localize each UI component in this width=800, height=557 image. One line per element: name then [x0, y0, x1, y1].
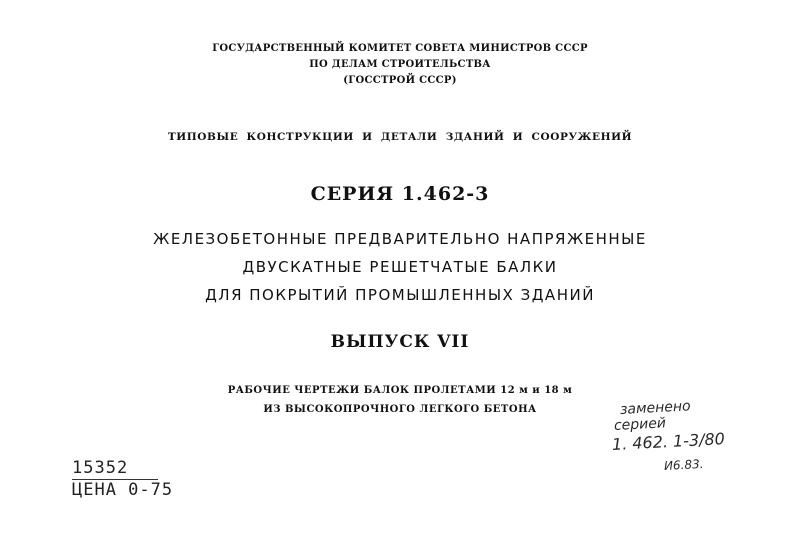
subtitle-line-2: ИЗ ВЫСОКОПРОЧНОГО ЛЕГКОГО БЕТОНА: [263, 404, 537, 415]
title-line-1: ЖЕЛЕЗОБЕТОННЫЕ ПРЕДВАРИТЕЛЬНО НАПРЯЖЕННЫЕ: [153, 230, 647, 248]
title-line-3: ДЛЯ ПОКРЫТИЙ ПРОМЫШЛЕННЫХ ЗДАНИЙ: [205, 286, 595, 304]
title-line-2: ДВУСКАТНЫЕ РЕШЕТЧАТЫЕ БАЛКИ: [242, 258, 558, 276]
handwritten-note-line-2: серией: [613, 415, 667, 434]
agency-line-3: (ГОССТРОЙ СССР): [343, 75, 457, 86]
subtitle-line-1: РАБОЧИЕ ЧЕРТЕЖИ БАЛОК ПРОЛЕТАМИ 12 м и 18 м: [227, 385, 573, 396]
stamp-price: ЦЕНА 0-75: [72, 480, 174, 500]
series-code: СЕРИЯ 1.462-3: [310, 183, 490, 205]
handwritten-note-line-4: И6.83.: [663, 456, 704, 473]
agency-line-2: ПО ДЕЛАМ СТРОИТЕЛЬСТВА: [309, 59, 491, 70]
stamp-number: 15352: [72, 458, 129, 478]
handwritten-note-line-1: заменено: [619, 398, 692, 418]
series-heading: ТИПОВЫЕ КОНСТРУКЦИИ И ДЕТАЛИ ЗДАНИЙ И СООРУЖЕНИЙ: [167, 131, 633, 143]
handwritten-note-line-3: 1. 462. 1-3/80: [611, 429, 726, 454]
agency-line-1: ГОСУДАРСТВЕННЫЙ КОМИТЕТ СОВЕТА МИНИСТРОВ СССР: [212, 43, 588, 54]
issue-number: ВЫПУСК VII: [330, 332, 470, 352]
